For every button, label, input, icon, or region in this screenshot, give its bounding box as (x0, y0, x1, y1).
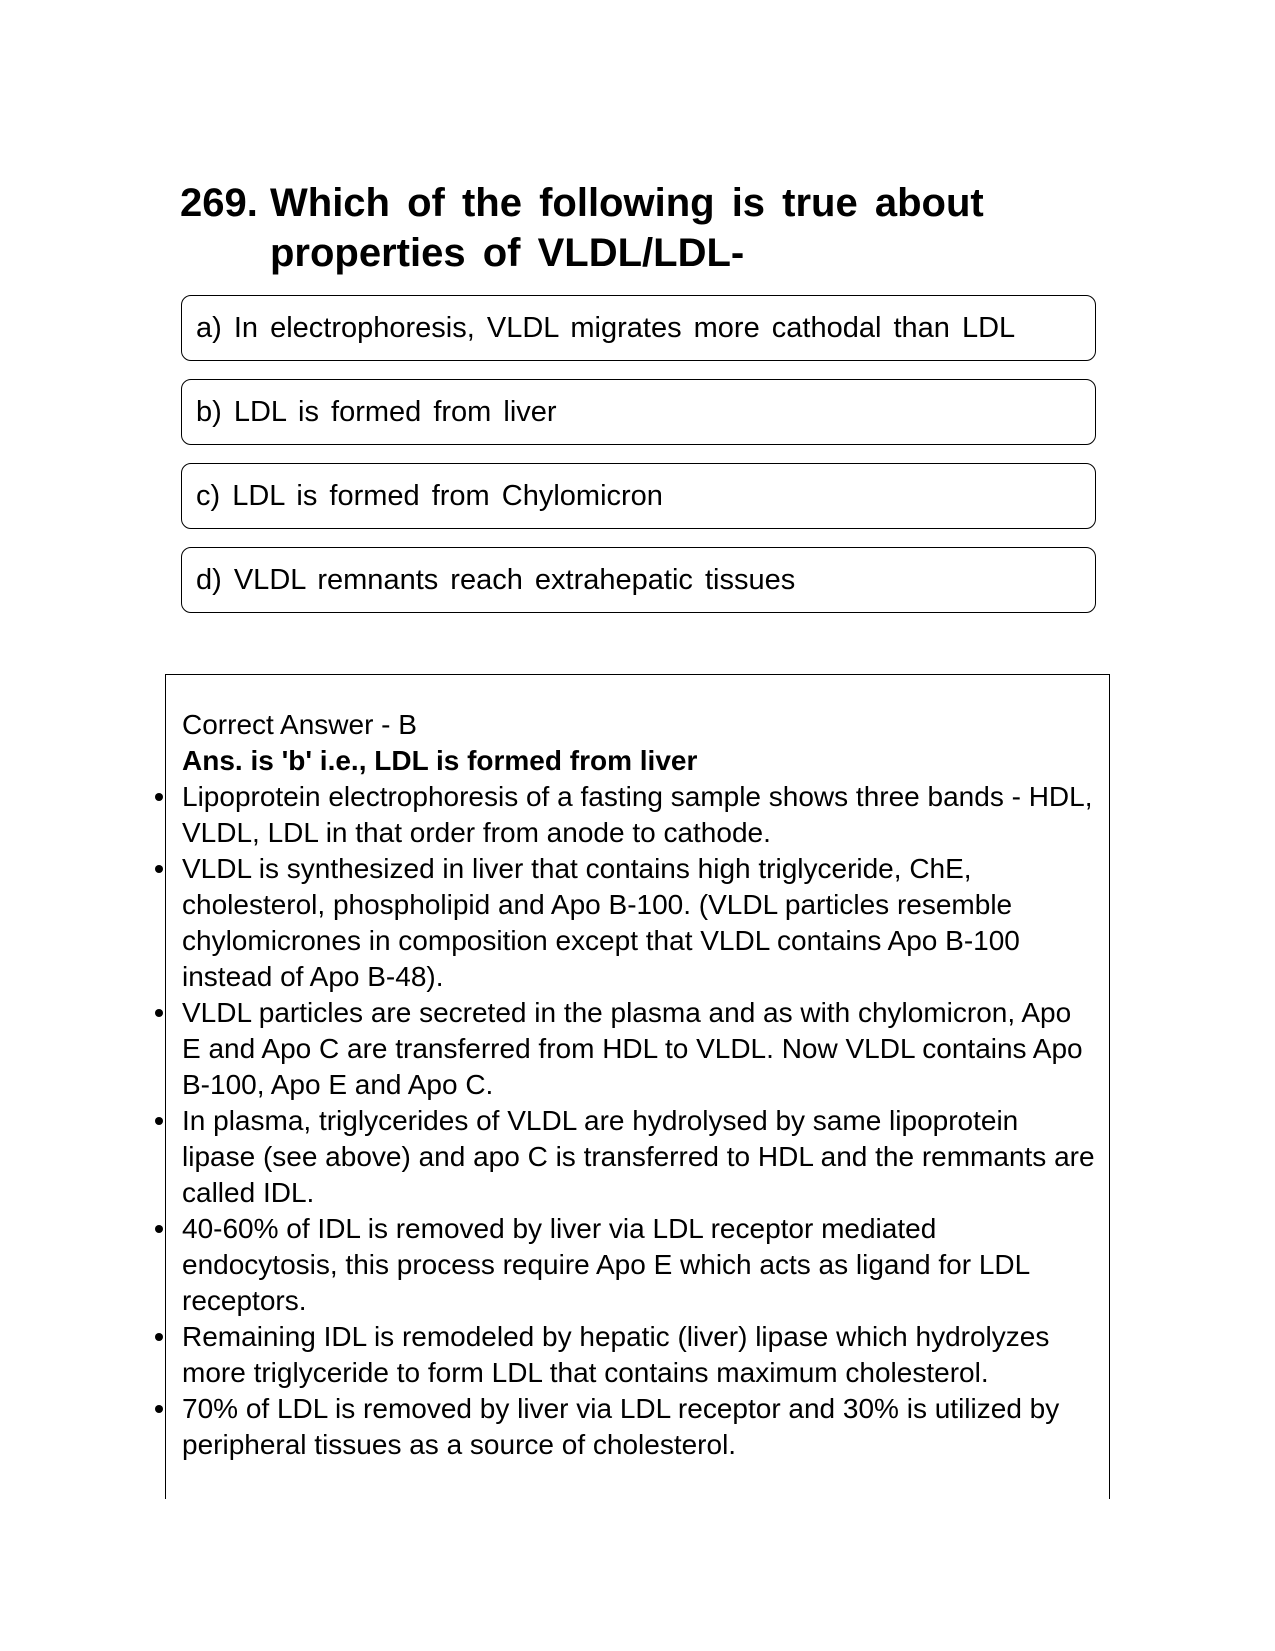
explanation-point: In plasma, triglycerides of VLDL are hydrolysed by same lipoprotein lipase (see above) and apo C is transferred to HDL and the remmants are called IDL. (182, 1103, 1097, 1211)
answer-box (165, 674, 1110, 1499)
answer-content (182, 707, 1097, 1463)
explanation-list (182, 779, 1097, 1463)
explanation-point: 70% of LDL is removed by liver via LDL receptor and 30% is utilized by peripheral tissues as a source of cholesterol. (182, 1391, 1097, 1463)
explanation-point: Remaining IDL is remodeled by hepatic (liver) lipase which hydrolyzes more triglyceride to form LDL that contains maximum cholesterol. (182, 1319, 1097, 1391)
explanation-point: Lipoprotein electrophoresis of a fasting sample shows three bands - HDL, VLDL, LDL in that order from anode to cathode. (182, 779, 1097, 851)
question-heading (180, 178, 1060, 278)
explanation-point: 40-60% of IDL is removed by liver via LDL receptor mediated endocytosis, this process require Apo E which acts as ligand for LDL receptors. (182, 1211, 1097, 1319)
question-number: 269. (180, 181, 258, 225)
answer-summary: Ans. is 'b' i.e., LDL is formed from liver (182, 745, 698, 776)
question-text: Which of the following is true about properties of VLDL/LDL- (270, 181, 984, 275)
option-c[interactable]: c) LDL is formed from Chylomicron (181, 463, 1096, 529)
option-d[interactable]: d) VLDL remnants reach extrahepatic tissues (181, 547, 1096, 613)
option-b[interactable]: b) LDL is formed from liver (181, 379, 1096, 445)
explanation-point: VLDL particles are secreted in the plasma and as with chylomicron, Apo E and Apo C are transferred from HDL to VLDL. Now VLDL contains Apo B-100, Apo E and Apo C. (182, 995, 1097, 1103)
explanation-point: VLDL is synthesized in liver that contains high triglyceride, ChE, cholesterol, phospholipid and Apo B-100. (VLDL particles resemble chylomicrones in composition except that VLDL contains Apo B-100 instead of Apo B-48). (182, 851, 1097, 995)
correct-answer-label: Correct Answer - B (182, 709, 417, 740)
option-a[interactable]: a) In electrophoresis, VLDL migrates more cathodal than LDL (181, 295, 1096, 361)
